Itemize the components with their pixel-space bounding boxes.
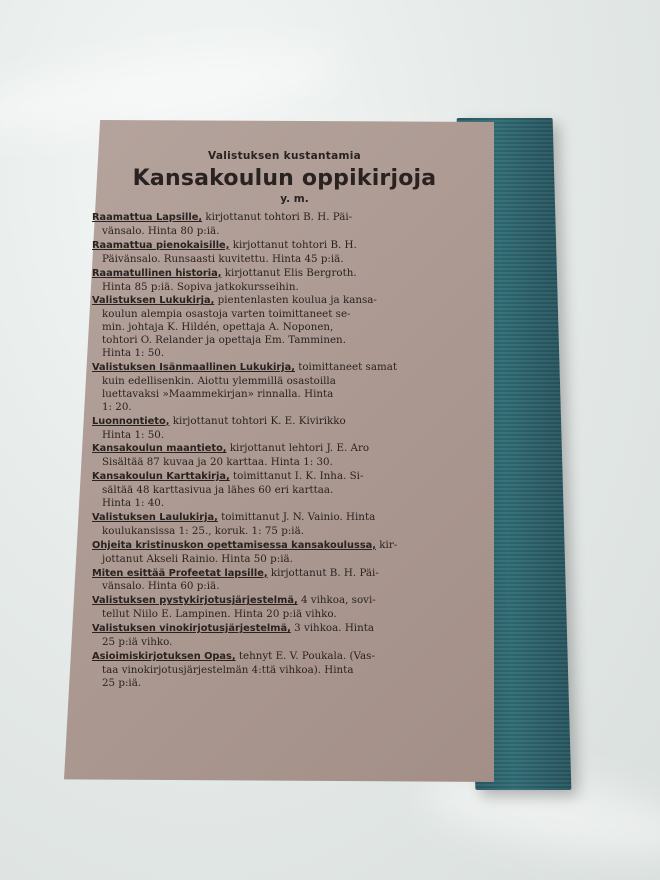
book-entry <box>92 267 467 294</box>
book-entry-first-line <box>92 294 377 306</box>
book-entry-first-line <box>92 211 352 223</box>
book-title: Luonnontieto, <box>92 415 170 427</box>
cover-text <box>92 150 467 691</box>
book-description-line: kirjottanut tohtori K. E. Kivirikko <box>172 414 346 427</box>
book-entry <box>92 211 467 238</box>
book-title: Asioimiskirjotuksen Opas, <box>92 651 236 662</box>
book-title: Valistuksen Lukukirja, <box>92 295 215 307</box>
book-description-line: jottanut Akseli Rainio. Hinta 50 p:iä. <box>102 552 293 565</box>
book-description-line: kirjottanut tohtori B. H. <box>232 238 357 251</box>
book-description-line: koulun alempia osastoja varten toimittaneet se- <box>102 308 351 321</box>
book-entry <box>92 239 467 266</box>
book-entry <box>92 294 467 360</box>
book-description-line: kirjottanut B. H. Päi- <box>270 566 379 579</box>
book-description-line: vänsalo. Hinta 60 p:iä. <box>102 580 220 593</box>
book-description-line: kirjottanut tohtori B. H. Päi- <box>205 211 353 223</box>
book-description-line: tohtori O. Relander ja opettaja Em. Tamminen. <box>102 334 346 347</box>
book-description-line: 1: 20. <box>102 400 132 413</box>
book-title: Ohjeita kristinuskon opettamisessa kansakoulussa, <box>92 539 377 551</box>
book-description-line: pientenlasten koulua ja kansa- <box>217 294 377 307</box>
book-entry <box>92 442 467 469</box>
book-entry-first-line <box>92 594 376 606</box>
book-description-line: Päivänsalo. Runsaasti kuvitettu. Hinta 45 p:iä. <box>102 252 344 265</box>
book-entry <box>92 470 467 510</box>
book-description-line: luettavaksi »Maammekirjan» rinnalla. Hinta <box>102 387 334 400</box>
book-entry-first-line <box>92 442 369 454</box>
book-entry <box>92 539 467 566</box>
cover-subtitle: y. m. <box>280 193 309 205</box>
book-description-line: 3 vihkoa. Hinta <box>294 622 374 635</box>
book-title: Raamattua pienokaisille, <box>92 239 230 251</box>
book-entry <box>92 567 467 594</box>
book-description-line: min. johtaja K. Hildén, opettaja A. Noponen, <box>102 321 334 334</box>
book-entry-first-line <box>92 511 375 523</box>
cover-title: Kansakoulun oppikirjoja <box>132 166 437 191</box>
book-description-line: toimittanut J. N. Vainio. Hinta <box>221 510 376 523</box>
book-entry <box>92 511 467 538</box>
book-entry-first-line <box>92 267 357 279</box>
book-description-line: Hinta 85 p:iä. Sopiva jatkokursseihin. <box>102 280 299 293</box>
book-entry-first-line <box>92 650 375 662</box>
book-title: Kansakoulun maantieto, <box>92 443 227 455</box>
book-description-line: tellut Niilo E. Lampinen. Hinta 20 p:iä vihko. <box>102 608 337 621</box>
book-description-line: kirjottanut Elis Bergroth. <box>224 266 357 279</box>
book-description-line: taa vinokirjotusjärjestelmän 4:ttä vihkoa). Hinta <box>102 663 354 676</box>
book-description-line: toimittanut I. K. Inha. Si- <box>232 470 364 483</box>
book-entry-first-line <box>92 239 357 251</box>
book-entry <box>92 622 467 649</box>
book-entry <box>92 415 467 442</box>
book-description-line: 25 p:iä vihko. <box>102 636 173 649</box>
book-entry <box>92 650 467 690</box>
book-description-line: 25 p:iä. <box>102 676 142 689</box>
book-entry-first-line <box>92 470 363 482</box>
book-description-line: Sisältää 87 kuvaa ja 20 karttaa. Hinta 1: 30. <box>102 456 333 469</box>
book-title: Valistuksen pystykirjotusjärjestelmä, <box>92 595 298 607</box>
book-description-line: vänsalo. Hinta 80 p:iä. <box>102 224 220 237</box>
book-list <box>92 211 467 690</box>
book-description-line: Hinta 1: 40. <box>102 497 165 510</box>
book-title: Miten esittää Profeetat lapsille, <box>92 567 268 579</box>
book-title: Raamattua Lapsille, <box>92 212 203 223</box>
book-description-line: koulukansissa 1: 25., koruk. 1: 75 p:iä. <box>102 524 304 537</box>
book-description-line: kirjottanut lehtori J. E. Aro <box>229 442 370 455</box>
book-title: Raamatullinen historia, <box>92 267 222 279</box>
book-description-line: kir- <box>379 538 398 551</box>
book-entry-first-line <box>92 361 397 373</box>
book-title: Kansakoulun Karttakirja, <box>92 471 230 483</box>
book-description-line: Hinta 1: 50. <box>102 347 165 360</box>
publisher-line: Valistuksen kustantamia <box>208 150 361 162</box>
book-description-line: toimittaneet samat <box>298 360 397 373</box>
book-description-line: sältää 48 karttasivua ja lähes 60 eri karttaa. <box>102 484 334 497</box>
book-description-line: Hinta 1: 50. <box>102 428 165 441</box>
book-title: Valistuksen Laulukirja, <box>92 511 218 523</box>
book-entry <box>92 594 467 621</box>
book-title: Valistuksen Isänmaallinen Lukukirja, <box>92 361 295 373</box>
book-entry-first-line <box>92 415 346 427</box>
book-entry-first-line <box>92 622 374 634</box>
book-description-line: kuin edellisenkin. Aiottu ylemmillä osastoilla <box>102 374 336 387</box>
book-title: Valistuksen vinokirjotusjärjestelmä, <box>92 623 291 635</box>
book-entry-first-line <box>92 567 379 579</box>
book-entry <box>92 361 467 414</box>
book-description-line: 4 vihkoa, sovi- <box>300 594 376 607</box>
book-entry-first-line <box>92 539 397 551</box>
book-description-line: tehnyt E. V. Poukala. (Vas- <box>238 650 375 662</box>
